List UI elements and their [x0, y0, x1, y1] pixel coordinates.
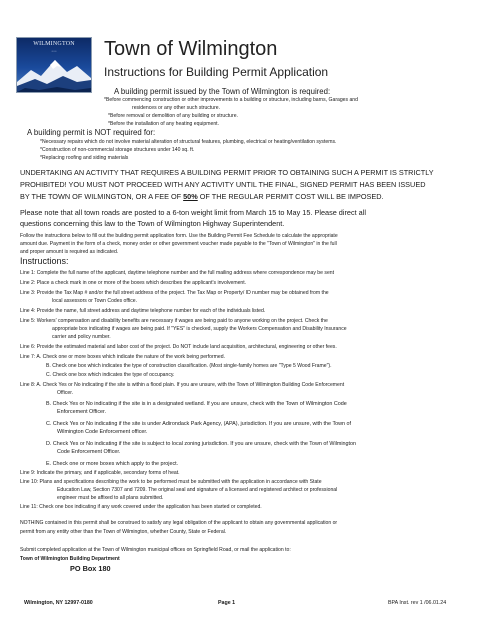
fee-percent: 50% — [183, 192, 198, 201]
instruction-line: Code Enforcement Officer. — [57, 449, 121, 455]
instruction-line: Line 5: Workers' compensation and disability benefits are necessary if wages are being paid to anyone working on the project. Check the — [20, 318, 328, 324]
instruction-line: Education Law, Section 7307 and 7209. The original seal and signature of a licensed and registered architect or professional — [57, 487, 338, 493]
instruction-line: D. Check Yes or No indicating if the site is subject to local zoning jurisdiction. If you are unsure, check with the Town of Wilmington — [46, 441, 357, 447]
instruction-line: Line 2: Place a check mark in one or more of the boxes which describes the applicant's involvement. — [20, 280, 247, 286]
nothing-clause-line: NOTHING contained in this permit shall be construed to satisfy any legal obligation of the applicant to obtain any governmental application or — [20, 520, 338, 526]
warning-line: UNDERTAKING AN ACTIVITY THAT REQUIRES A BUILDING PERMIT PRIOR TO OBTAINING SUCH A PERMIT IS STRICTLY — [20, 168, 434, 177]
required-item: *Before commencing construction or other improvements to a building or structure, including barns, Garages and — [104, 97, 358, 103]
page-subtitle: Instructions for Building Permit Application — [104, 65, 329, 79]
instruction-line: Line 1: Complete the full name of the applicant, daytime telephone number and the full mailing address where correspondence may be sent — [20, 270, 335, 276]
required-item: *Before removal or demolition of any building or structure. — [108, 113, 238, 119]
intro-line: and proper amount is required as indicated. — [20, 249, 119, 255]
instruction-line: B. Check one box which indicates the type of construction classification. (Most single-family homes are "Type 5 Wood Frame"). — [46, 363, 332, 369]
logo-subtext: • • • — [51, 49, 57, 53]
intro-line: amount due. Payment in the form of a check, money order or other government voucher made payable to the "Town of Wilmington" in the full — [20, 241, 337, 247]
instruction-line: Line 4: Provide the name, full street address and daytime telephone number for each of the individuals listed. — [20, 308, 266, 314]
town-logo — [16, 37, 92, 93]
logo-text: WILMINGTON — [33, 41, 75, 47]
nothing-clause-line: permit from any entity other than the Town of Wilmington, whether County, State or Federal. — [20, 529, 227, 535]
instruction-line: Line 6: Provide the estimated material and labor cost of the project. Do NOT include land acquisition, architectural, engineering or other fees. — [20, 344, 337, 350]
instruction-line: Line 11: Check one box indicating if any work covered under the application has been started or completed. — [20, 504, 262, 510]
mountain-graphic — [17, 52, 91, 92]
address-department: Town of Wilmington Building Department — [20, 556, 120, 562]
warning-line-3: BY THE TOWN OF WILMINGTON, OR A FEE OF 50% OF THE REGULAR PERMIT COST WILL BE IMPOSED. — [20, 192, 384, 201]
instruction-line: B. Check Yes or No indicating if the site is in a designated wetland. If you are unsure, check with the Town of Wilmington Code — [46, 401, 347, 407]
instruction-line: Enforcement Officer. — [57, 409, 107, 415]
instruction-line: Line 9: Indicate the primary, and if applicable, secondary forms of heat. — [20, 470, 180, 476]
address-po-box: PO Box 180 — [70, 564, 111, 573]
required-heading: A building permit issued by the Town of Wilmington is required: — [114, 87, 331, 96]
address-city: Wilmington, NY 12997-0180 — [24, 600, 93, 606]
instruction-line: Line 10: Plans and specifications describing the work to be performed must be submitted with the application in accordance with State — [20, 479, 322, 485]
instruction-line: C. Check Yes or No indicating if the site is under Adirondack Park Agency, (APA), jurisdiction. If you are unsure, with the Town of — [46, 421, 352, 427]
instruction-line: E. Check one or more boxes which apply to the project. — [46, 461, 179, 467]
not-required-item: *Construction of non-commercial storage structures under 140 sq. ft. — [40, 147, 195, 153]
instruction-line: Wilmington Code Enforcement officer. — [57, 429, 148, 435]
instruction-line: C. Check one box which indicates the type of occupancy. — [46, 372, 175, 378]
instruction-line: Line 3: Provide the Tax Map # and/or the full street address of the project. The Tax Map or Property/ ID number may be obtained from the — [20, 290, 329, 296]
not-required-item: *Replacing roofing and siding materials — [40, 155, 129, 161]
not-required-heading: A building permit is NOT required for: — [27, 128, 156, 137]
not-required-item: *Necessary repairs which do not involve material alteration of structural features, plumbing, electrical or heating/ventilation systems. — [40, 139, 337, 145]
road-notice-line: questions concerning this law to the Town of Wilmington Highway Superintendent. — [20, 219, 285, 228]
instruction-line: carrier and policy number. — [52, 334, 111, 340]
road-notice-line: Please note that all town roads are posted to a 6-ton weight limit from March 15 to May 15. Please direct all — [20, 208, 366, 217]
required-item: residences or any other such structure. — [132, 105, 221, 111]
submit-instructions: Submit completed application at the Town of Wilmington municipal offices on Springfield Road, or mail the application to: — [20, 547, 291, 553]
instruction-line: Line 7: A. Check one or more boxes which indicate the nature of the work being performed. — [20, 354, 225, 360]
warning-line: PROHIBITED! YOU MUST NOT PROCEED WITH ANY ACTIVITY UNTIL THE FINAL, SIGNED PERMIT HAS BEEN ISSUED — [20, 180, 426, 189]
required-item: *Before the installation of any heating equipment. — [108, 121, 220, 127]
revision-label: BPA Inst. rev 1 /06.01.24 — [388, 600, 447, 606]
page-title: Town of Wilmington — [104, 38, 278, 60]
instruction-line: engineer must be affixed to all plans submitted. — [57, 495, 164, 501]
instruction-line: local assessors or Town Codes office. — [52, 298, 138, 304]
page-number: Page 1 — [218, 600, 236, 606]
instruction-line: appropriate box indicating if wages are being paid. If "YES" is checked, supply the Workers Compensation and Disability Insurance — [52, 326, 347, 332]
instructions-heading: Instructions: — [20, 256, 69, 266]
intro-line: Follow the instructions below to fill out the building permit application form. Use the Building Permit Fee Schedule to calculate the appropriate — [20, 233, 338, 239]
instruction-line: Officer. — [57, 390, 74, 396]
instruction-line: Line 8: A. Check Yes or No indicating if the site is within a flood plain. If you are unsure, with the Town of Wilmington Building Code Enforcement — [20, 382, 345, 388]
